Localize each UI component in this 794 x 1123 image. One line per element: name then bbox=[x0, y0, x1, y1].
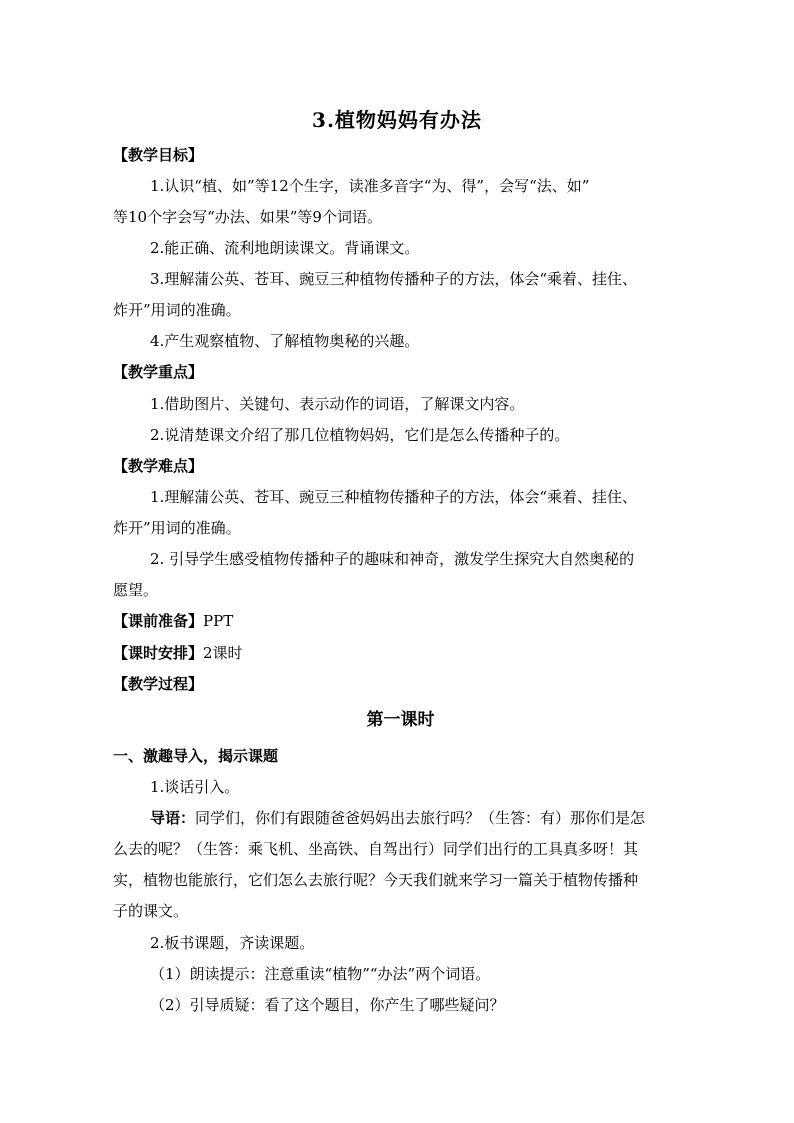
goal-1-line-a: 1.认识“植、如”等12个生字，读准多音字“为、得”，会写“法、如” bbox=[150, 177, 590, 195]
goal-3-line-b: 炸开”用词的准确。 bbox=[113, 301, 241, 319]
key-points-heading: 【教学重点】 bbox=[113, 363, 204, 381]
schedule-heading: 【课时安排】 bbox=[113, 644, 204, 662]
step-2-1: （1）朗读提示：注意重读“植物”“办法”两个词语。 bbox=[150, 965, 491, 983]
schedule-line bbox=[113, 643, 688, 663]
step-2-2: （2）引导质疑：看了这个题目，你产生了哪些疑问？ bbox=[150, 996, 505, 1014]
guide-text-a: 同学们，你们有跟随爸爸妈妈出去旅行吗？（生答：有）那你们是怎 bbox=[195, 809, 646, 827]
preparation-heading: 【课前准备】 bbox=[113, 612, 204, 630]
document-title: 3.植物妈妈有办法 bbox=[312, 108, 482, 132]
preparation-value: PPT bbox=[203, 612, 234, 630]
difficulty-1-line-a: 1.理解蒲公英、苍耳、豌豆三种植物传播种子的方法，体会“乘着、挂住、 bbox=[150, 488, 637, 506]
guide-line-d: 子的课文。 bbox=[113, 902, 189, 920]
part-1-heading: 一、激趣导入，揭示课题 bbox=[113, 747, 279, 765]
difficulties-heading: 【教学难点】 bbox=[113, 457, 204, 475]
key-point-2: 2.说清楚课文介绍了那几位植物妈妈，它们是怎么传播种子的。 bbox=[150, 426, 570, 444]
guide-line-b: 么去的呢？（生答：乘飞机、坐高铁、自驾出行）同学们出行的工具真多呀！其 bbox=[113, 840, 639, 858]
goal-2: 2.能正确、流利地朗读课文。背诵课文。 bbox=[150, 239, 420, 257]
preparation-line bbox=[113, 611, 688, 631]
goal-4: 4.产生观察植物、了解植物奥秘的兴趣。 bbox=[150, 332, 420, 350]
difficulty-2-line-b: 愿望。 bbox=[113, 581, 159, 599]
goal-1-line-b: 等10个字会写“办法、如果”等9个词语。 bbox=[113, 208, 382, 226]
guide-label: 导语： bbox=[150, 809, 196, 827]
goals-heading: 【教学目标】 bbox=[113, 146, 204, 164]
step-2: 2.板书课题，齐读课题。 bbox=[150, 934, 315, 952]
schedule-value: 2课时 bbox=[203, 644, 243, 662]
guide-line-c: 实，植物也能旅行，它们怎么去旅行呢？今天我们就来学习一篇关于植物传播种 bbox=[113, 871, 639, 889]
step-1: 1.谈话引入。 bbox=[150, 778, 240, 796]
process-heading: 【教学过程】 bbox=[113, 675, 204, 693]
difficulty-1-line-b: 炸开”用词的准确。 bbox=[113, 519, 241, 537]
difficulty-2-line-a: 2. 引导学生感受植物传播种子的趣味和神奇，激发学生探究大自然奥秘的 bbox=[150, 550, 635, 568]
guide-line-a bbox=[150, 808, 688, 828]
key-point-1: 1.借助图片、关键句、表示动作的词语，了解课文内容。 bbox=[150, 395, 525, 413]
lesson-1-heading: 第一课时 bbox=[366, 710, 435, 730]
goal-3-line-a: 3.理解蒲公英、苍耳、豌豆三种植物传播种子的方法，体会“乘着、挂住、 bbox=[150, 270, 637, 288]
